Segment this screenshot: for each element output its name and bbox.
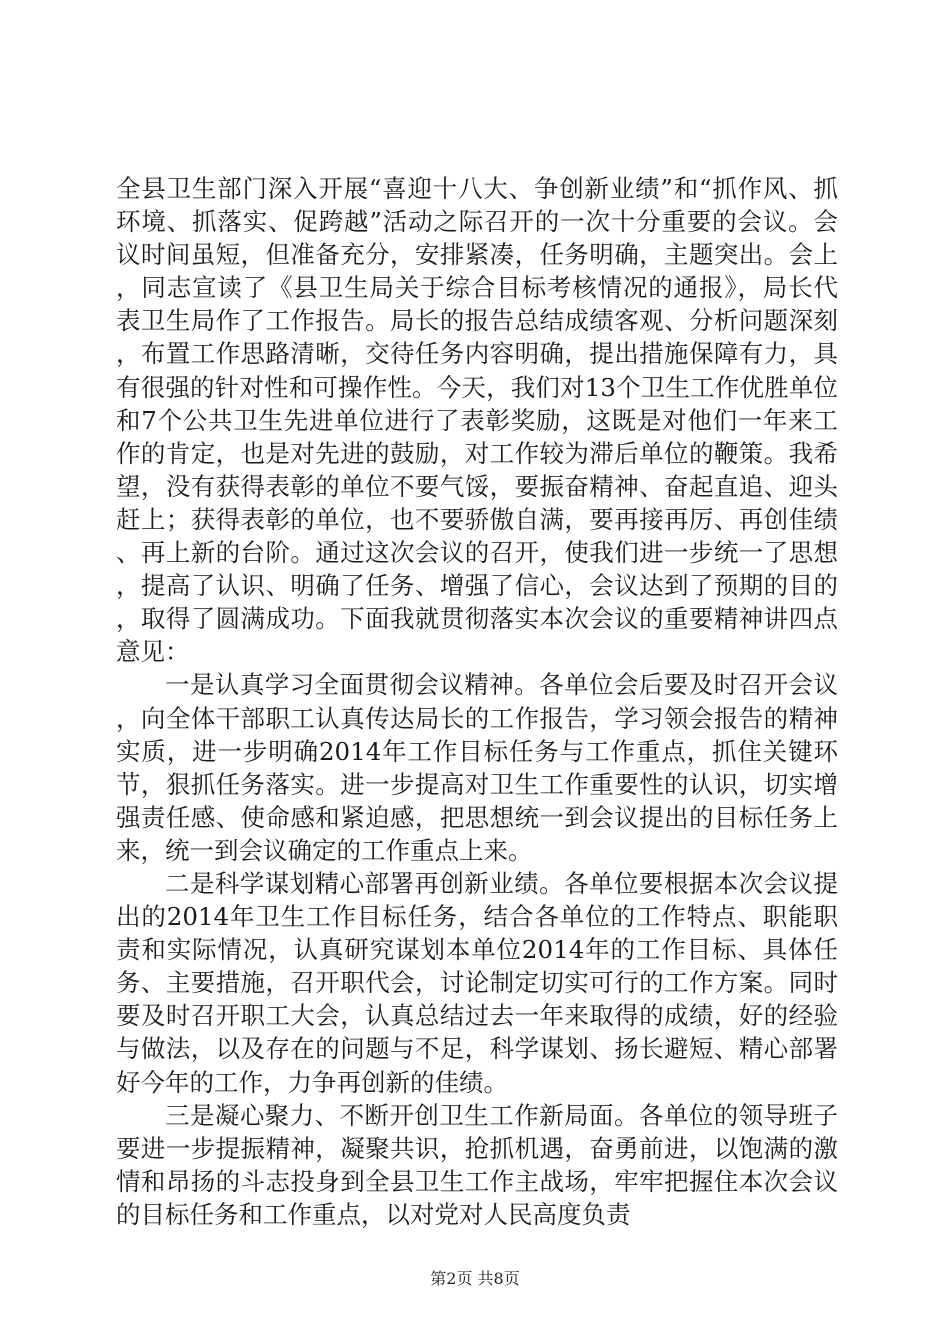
paragraph-point-two: 二是科学谋划精心部署再创新业绩。各单位要根据本次会议提出的2014年卫生工作目标任务，结合各单位的工作特点、职能职责和实际情况，认真研究谋划本单位2014年的工作目标、具体任务、主要措施，召开职代会，讨论制定切实可行的工作方案。同时要及时召开职工大会，认真总结过去一年来取得的成绩，好的经验与做法，以及存在的问题与不足，科学谋划、扬长避短、精心部署好今年的工作，力争再创新的佳绩。 [116, 868, 838, 1097]
paragraph-continuation: 全县卫生部门深入开展“喜迎十八大、争创新业绩”和“抓作风、抓环境、抓落实、促跨越”活动之际召开的一次十分重要的会议。会议时间虽短，但准备充分，安排紧凑，任务明确，主题突出。会上，同志宣读了《县卫生局关于综合目标考核情况的通报》，局长代表卫生局作了工作报告。局长的报告总结成绩客观、分析问题深刻，布置工作思路清晰，交待任务内容明确，提出措施保障有力，具有很强的针对性和可操作性。今天，我们对13个卫生工作优胜单位和7个公共卫生先进单位进行了表彰奖励，这既是对他们一年来工作的肯定，也是对先进的鼓励，对工作较为滞后单位的鞭策。我希望，没有获得表彰的单位不要气馁，要振奋精神、奋起直追、迎头赶上；获得表彰的单位，也不要骄傲自满，要再接再厉、再创佳绩、再上新的台阶。通过这次会议的召开，使我们进一步统一了思想，提高了认识、明确了任务、增强了信心，会议达到了预期的目的，取得了圆满成功。下面我就贯彻落实本次会议的重要精神讲四点意见： [116, 174, 838, 667]
paragraph-point-one: 一是认真学习全面贯彻会议精神。各单位会后要及时召开会议，向全体干部职工认真传达局长的工作报告，学习领会报告的精神实质，进一步明确2014年工作目标任务与工作重点，抓住关键环节，狠抓任务落实。进一步提高对卫生工作重要性的认识，切实增强责任感、使命感和紧迫感，把思想统一到会议提出的目标任务上来，统一到会议确定的工作重点上来。 [116, 670, 838, 865]
page-number-footer: 第2页 共8页 [430, 1269, 520, 1288]
document-body [116, 172, 838, 1231]
paragraph-point-three: 三是凝心聚力、不断开创卫生工作新局面。各单位的领导班子要进一步提振精神，凝聚共识，抢抓机遇，奋勇前进，以饱满的激情和昂扬的斗志投身到全县卫生工作主战场，牢牢把握住本次会议的目标任务和工作重点，以对党对人民高度负责 [116, 1100, 838, 1229]
